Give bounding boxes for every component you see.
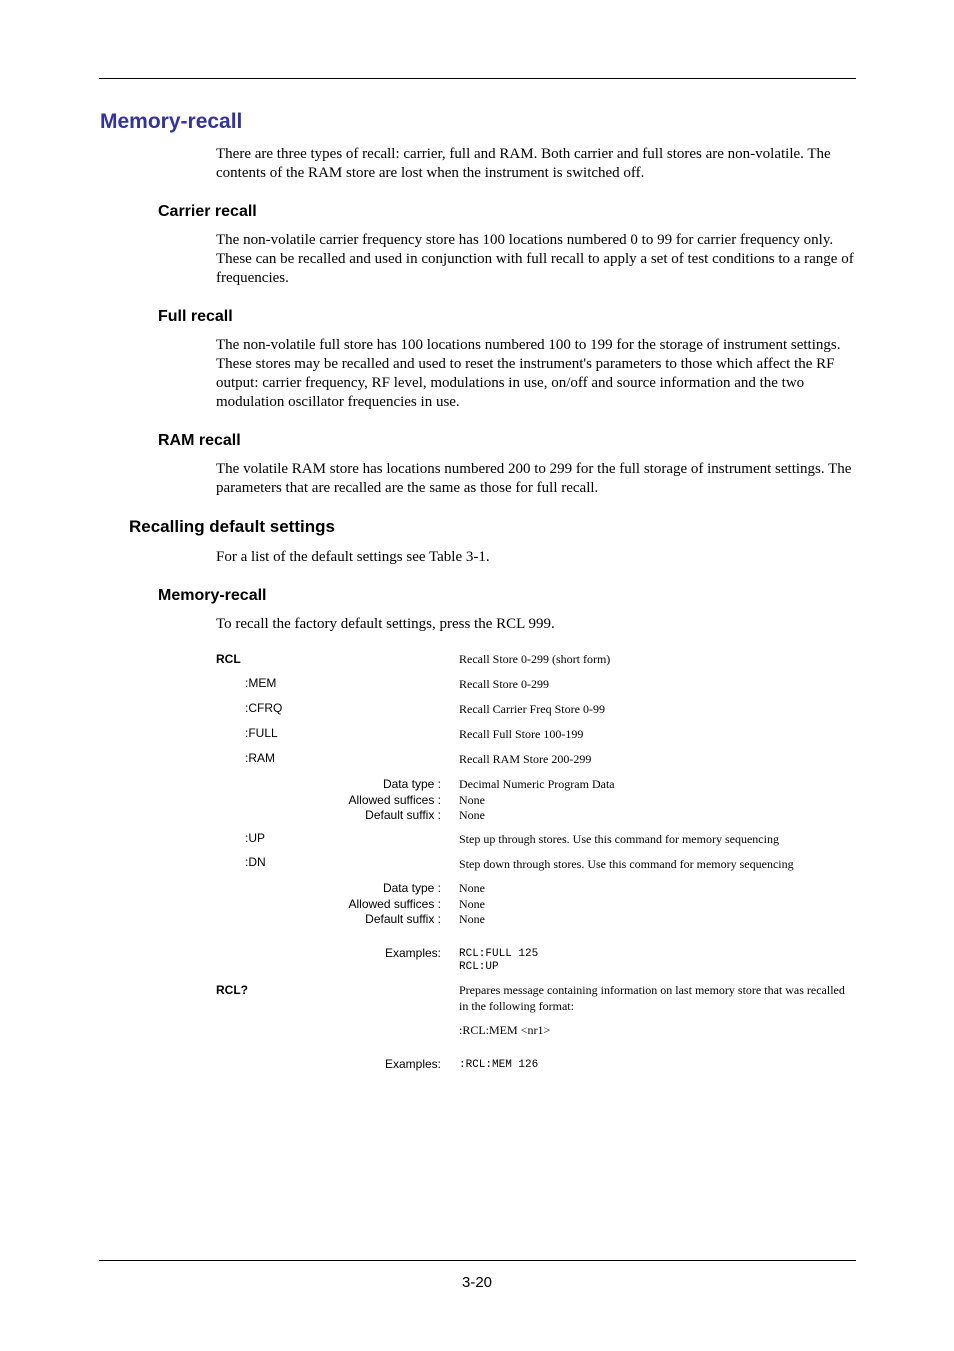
default-suffix-label: Default suffix : xyxy=(365,912,441,926)
cmd-up-desc: Step up through stores. Use this command for memory sequencing xyxy=(459,832,779,846)
example-line: :RCL:MEM 126 xyxy=(459,1059,539,1071)
param-values-2 xyxy=(459,881,854,928)
recalling-defaults-paragraph: For a list of the default settings see Table 3-1. xyxy=(216,549,490,565)
cmd-up: :UP xyxy=(245,831,266,845)
carrier-recall-heading: Carrier recall xyxy=(158,203,257,220)
page-number: 3-20 xyxy=(461,1274,493,1291)
full-recall-heading: Full recall xyxy=(158,308,233,325)
cmd-mem: :MEM xyxy=(245,676,277,690)
param-labels-1 xyxy=(260,777,441,824)
example-line: RCL:UP xyxy=(459,961,499,973)
allowed-suffices-label: Allowed suffices : xyxy=(348,896,441,911)
full-recall-paragraph: The non-volatile full store has 100 locations numbered 100 to 199 for the storage of instrument settings. These stores may be recalled and used to reset the instrument's parameters to those which affect the RF output: carrier frequency, RF level, modulations in use, on/off and source information and the two modulation oscillator frequencies in use. xyxy=(216,337,841,410)
cmd-full-desc: Recall Full Store 100-199 xyxy=(459,727,584,741)
examples-code-1 xyxy=(459,948,854,974)
cmd-ram: :RAM xyxy=(245,751,275,765)
example-line: RCL:FULL 125 xyxy=(459,948,539,960)
data-type-value: Decimal Numeric Program Data xyxy=(459,777,615,791)
default-suffix-value: None xyxy=(459,808,485,822)
param-values-1 xyxy=(459,777,854,824)
default-suffix-label: Default suffix : xyxy=(365,808,441,822)
allowed-suffices-value: None xyxy=(459,792,485,807)
carrier-recall-paragraph: The non-volatile carrier frequency store has 100 locations numbered 0 to 99 for carrier frequency only. These can be recalled and used in conjunction with full recall to apply a set of test conditions to a range of frequencies. xyxy=(216,232,854,286)
ram-recall-heading: RAM recall xyxy=(158,432,241,449)
cmd-rcl-desc: Recall Store 0-299 (short form) xyxy=(459,652,611,666)
cmd-cfrq: :CFRQ xyxy=(245,701,283,715)
allowed-suffices-value: None xyxy=(459,896,485,911)
intro-paragraph: There are three types of recall: carrier, full and RAM. Both carrier and full stores are non-volatile. The contents of the RAM store are lost when the instrument is switched off. xyxy=(216,146,831,181)
memory-recall-subheading: Memory-recall xyxy=(158,587,267,604)
cmd-dn-desc: Step down through stores. Use this command for memory sequencing xyxy=(459,857,794,871)
examples-code-2 xyxy=(459,1059,854,1072)
data-type-value: None xyxy=(459,881,485,895)
ram-recall-paragraph: The volatile RAM store has locations numbered 200 to 299 for the full storage of instrument settings. The parameters that are recalled are the same as those for full recall. xyxy=(216,461,852,496)
footer-rule xyxy=(99,1260,856,1261)
page-title: Memory-recall xyxy=(100,110,243,133)
cmd-ram-desc: Recall RAM Store 200-299 xyxy=(459,752,592,766)
data-type-label: Data type : xyxy=(382,881,441,895)
default-suffix-value: None xyxy=(459,912,485,926)
examples-label-1: Examples: xyxy=(384,946,441,960)
cmd-full: :FULL xyxy=(245,726,278,740)
cmd-rcl: RCL xyxy=(216,652,241,666)
cmd-rcl-query: RCL? xyxy=(216,983,248,997)
cmd-dn: :DN xyxy=(245,855,266,869)
cmd-rcl-query-desc: Prepares message containing information on last memory store that was recalled in the following format: xyxy=(459,983,845,1013)
examples-label-2: Examples: xyxy=(384,1057,441,1071)
recalling-defaults-heading: Recalling default settings xyxy=(129,517,335,536)
cmd-cfrq-desc: Recall Carrier Freq Store 0-99 xyxy=(459,702,605,716)
memory-recall-paragraph: To recall the factory default settings, press the RCL 999. xyxy=(216,616,555,632)
param-labels-2 xyxy=(260,881,441,928)
allowed-suffices-label: Allowed suffices : xyxy=(348,792,441,807)
cmd-mem-desc: Recall Store 0-299 xyxy=(459,677,549,691)
data-type-label: Data type : xyxy=(382,777,441,791)
header-rule xyxy=(99,78,856,79)
query-format: :RCL:MEM <nr1> xyxy=(459,1023,551,1037)
